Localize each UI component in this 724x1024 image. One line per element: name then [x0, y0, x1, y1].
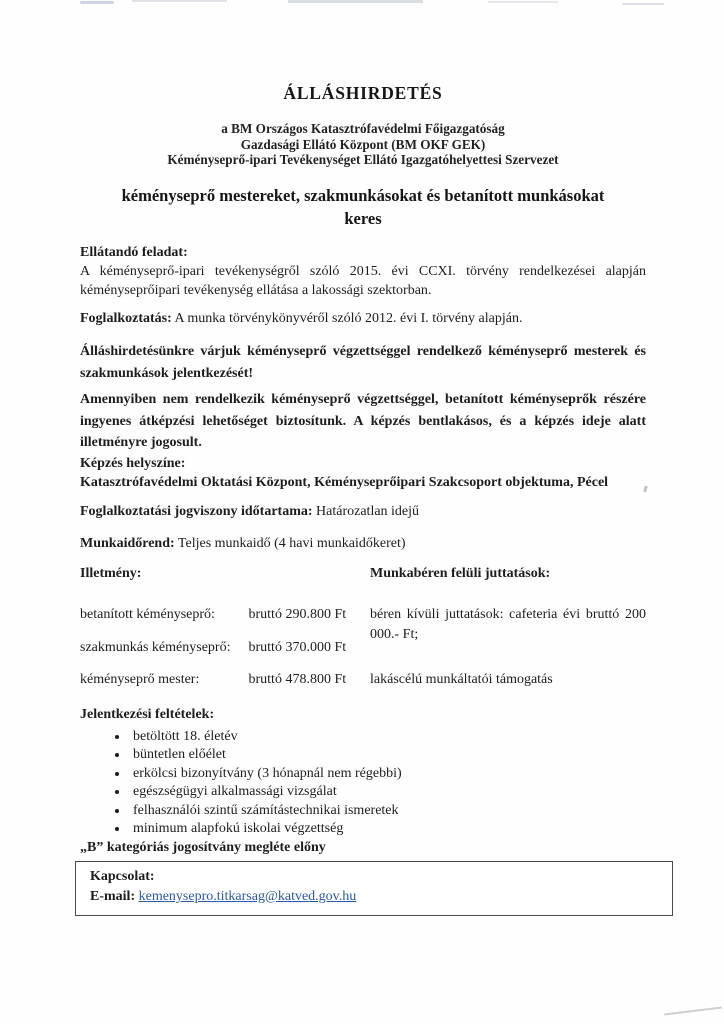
salary-role: betanított kéményseprő:: [80, 607, 215, 622]
duration-text: Határozatlan idejű: [316, 504, 420, 519]
schedule-text: Teljes munkaidő (4 havi munkaidőkeret): [177, 536, 406, 551]
scan-artifact: [80, 1, 114, 4]
job-headline-line-2: keres: [344, 209, 382, 228]
duty-text: A kéményseprő-ipari tevékenységről szóló 2015. évi CCXI. törvény rendelkezései alapján kéményseprőipari tevékenység ellátása a lakossági szektorban.: [80, 264, 646, 298]
call-for-applicants: Álláshirdetésünkre várjuk kéményseprő végzettséggel rendelkező kéményseprő mesterek és szakmunkások jelentkezését!: [80, 344, 646, 381]
contact-box: [75, 861, 673, 916]
email-label: E-mail:: [90, 889, 136, 904]
training-offer: Amennyiben nem rendelkezik kéményseprő végzettséggel, betanított kéményseprők részére ingyenes átképzési lehetőséget biztosítunk. A képzés bentlakásos, és a képzés ideje alatt illetményre jogosult.: [80, 392, 646, 450]
requirement-item: • felhasználói szintű számítástechnikai ismeretek: [129, 802, 646, 820]
section-duration: [80, 502, 646, 521]
scan-artifact: [132, 0, 227, 2]
contact-email-line: [90, 887, 672, 907]
benefits-column: [370, 564, 646, 689]
benefit-item: lakáscélú munkáltatói támogatás: [370, 672, 553, 687]
duty-label: Ellátandó feladat:: [80, 245, 188, 260]
section-schedule: [80, 534, 646, 553]
advantage-note: „B” kategóriás jogosítvány megléte előny: [80, 840, 326, 855]
salary-label: Illetmény:: [80, 566, 142, 581]
contact-label: Kapcsolat:: [90, 869, 155, 884]
salary-row: [80, 670, 370, 689]
section-training-location: [80, 455, 646, 492]
requirements-label: Jelentkezési feltételek:: [80, 707, 215, 722]
scan-artifact: [288, 0, 423, 3]
requirements-list: [80, 728, 646, 838]
email-link[interactable]: kemenysepro.titkarsag@katved.gov.hu: [138, 889, 357, 904]
duration-label: Foglalkoztatási jogviszony időtartama:: [80, 504, 313, 519]
scan-artifact: [664, 1006, 722, 1015]
salary-amount: bruttó 370.000 Ft: [248, 639, 347, 655]
benefit-item: béren kívüli juttatások: cafeteria évi bruttó 200 000.- Ft;: [370, 607, 646, 642]
requirement-item: • erkölcsi bizonyítvány (3 hónapnál nem régebbi): [129, 765, 646, 783]
requirement-item: • minimum alapfokú iskolai végzettség: [129, 820, 646, 838]
salary-role: szakmunkás kéményseprő:: [80, 639, 231, 655]
schedule-label: Munkaidőrend:: [80, 536, 175, 551]
job-headline: [80, 184, 646, 230]
salary-role: kéményseprő mester:: [80, 672, 200, 687]
employment-text: A munka törvénykönyvéről szóló 2012. évi I. törvény alapján.: [174, 311, 523, 326]
requirement-item: • egészségügyi alkalmassági vizsgálat: [129, 783, 646, 801]
requirement-item: • büntetlen előélet: [129, 746, 646, 764]
section-duty: [80, 243, 646, 300]
training-location-text: Katasztrófavédelmi Oktatási Központ, Kéményseprőipari Szakcsoport objektuma, Pécel: [80, 474, 609, 490]
salary-row: [80, 605, 370, 624]
salary-column: [80, 564, 370, 689]
organization-block: [80, 121, 646, 168]
salary-row: [80, 638, 370, 657]
salary-amount: bruttó 290.800 Ft: [248, 607, 347, 622]
salary-benefits-columns: [80, 564, 646, 689]
section-requirements: [80, 705, 646, 838]
job-headline-line-1: kéményseprő mestereket, szakmunkásokat és betanított munkásokat: [121, 186, 605, 205]
requirement-item: • betöltött 18. életév: [129, 728, 646, 746]
benefits-label: Munkabéren felüli juttatások:: [370, 566, 551, 581]
document-title: ÁLLÁSHIRDETÉS: [283, 83, 443, 103]
org-line-2: Gazdasági Ellátó Központ (BM OKF GEK): [240, 136, 486, 152]
scan-artifact: [622, 3, 664, 5]
org-line-3: Kéményseprő-ipari Tevékenységet Ellátó Igazgatóhelyettesi Szervezet: [167, 152, 559, 167]
training-location-label: Képzés helyszíne:: [80, 456, 186, 471]
salary-amount: bruttó 478.800 Ft: [248, 672, 347, 687]
scan-artifact: [488, 1, 558, 3]
org-line-1: a BM Országos Katasztrófavédelmi Főigazgatóság: [221, 121, 505, 136]
section-employment: [80, 309, 646, 328]
employment-label: Foglalkoztatás:: [80, 311, 172, 326]
